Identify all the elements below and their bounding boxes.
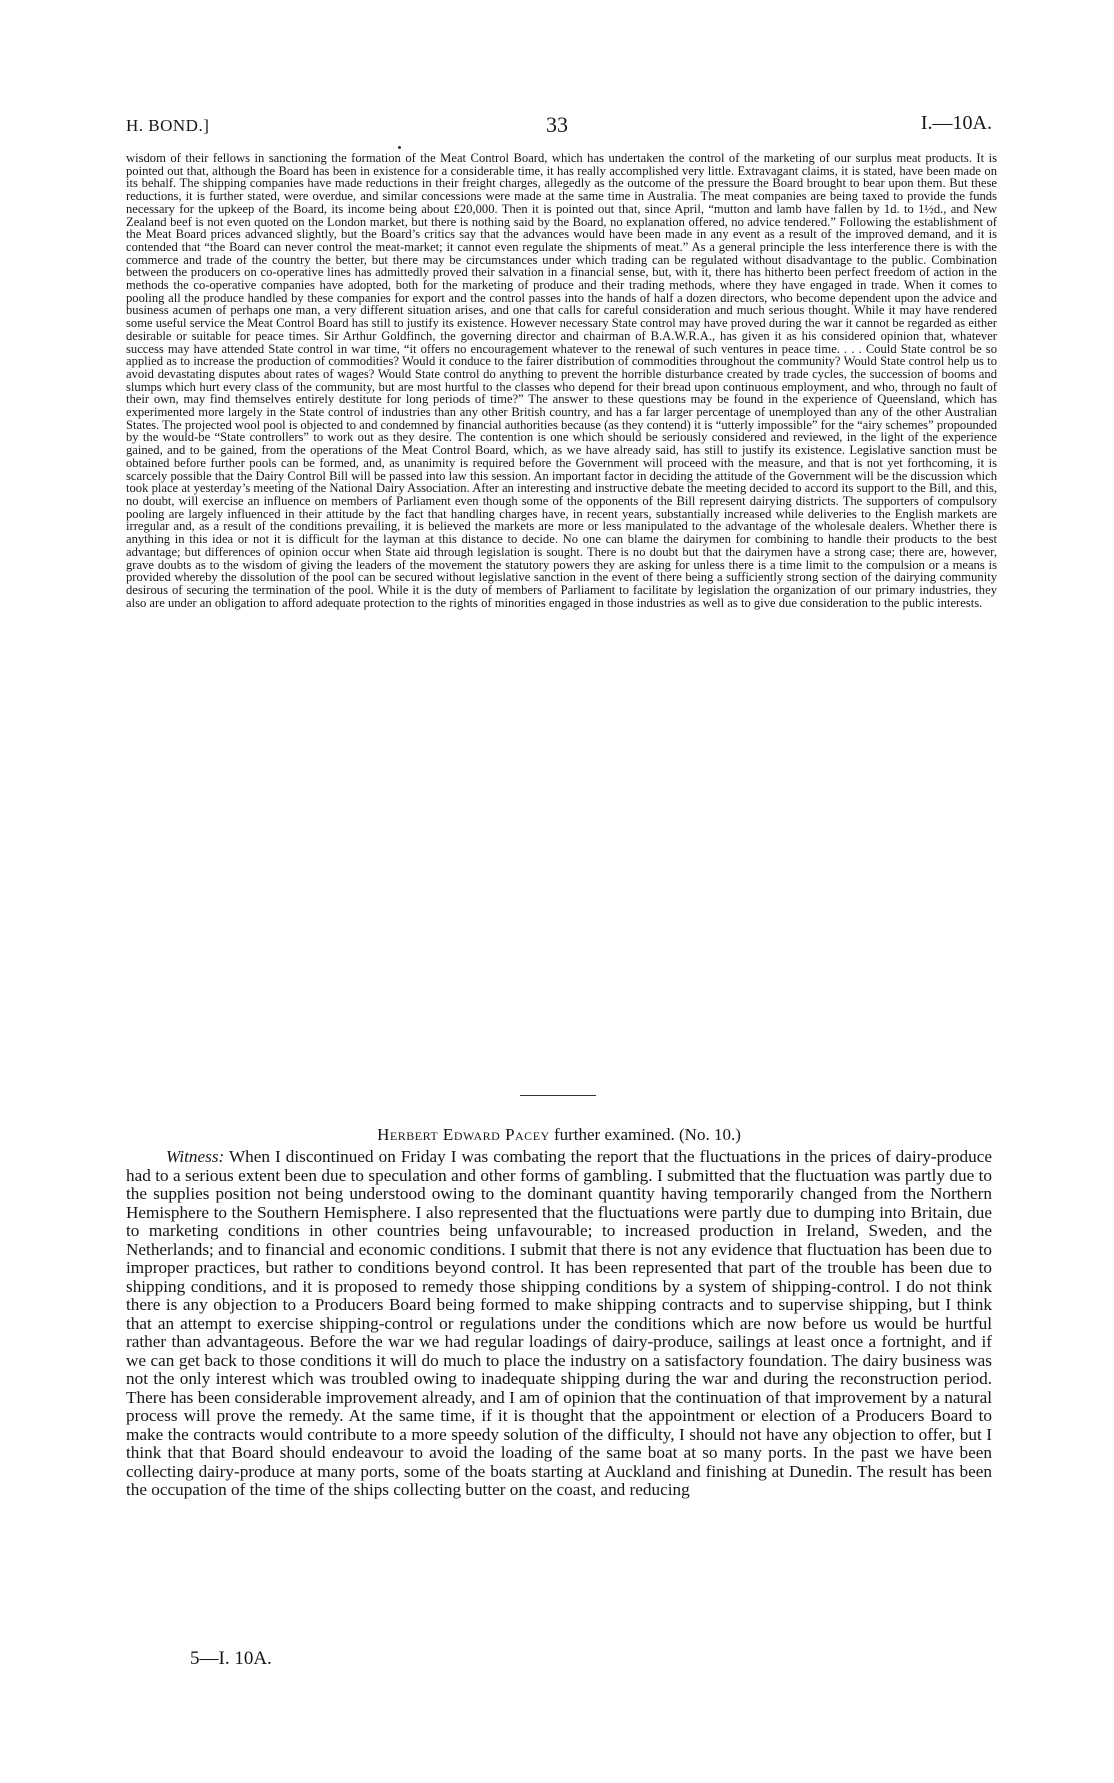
witness-testimony	[126, 1148, 992, 1500]
signature-mark: 5—I. 10A.	[190, 1648, 272, 1669]
printer-dot	[398, 146, 401, 149]
witness-label: Witness:	[166, 1147, 225, 1166]
article-paragraph: wisdom of their fellows in sanctioning the formation of the Meat Control Board, which has undertaken the control of the marketing of our surplus meat products. It is pointed out that, although the Board has been in existence for a considerable time, it has really accomplished very little. Extravagant claims, it is stated, have been made on its behalf. The shipping companies have made reductions in their freight charges, allegedly as the outcome of the pressure the Board brought to bear upon them. But these reductions, it is further stated, were overdue, and similar concessions were made at the same time in Australia. The meat companies are being taxed to provide the funds necessary for the upkeep of the Board, its income being about £20,000. Then it is pointed out that, since April, “mutton and lamb have fallen by 1d. to 1½d., and New Zealand beef is not even quoted on the London market, but there is nothing said by the Board, no explanation offered, no advice tendered.” Following the establishment of the Meat Board prices advanced slightly, but the Board’s critics say that the advances would have been made in any event as a result of the improved demand, and it is contended that “the Board can never control the meat-market; it cannot even regulate the shipments of meat.” As a general principle the less interference there is with the commerce and trade of the country the better, but there may be circumstances under which trading can be regulated without disadvantage to the public. Combination between the producers on co-operative lines has admittedly proved their salvation in a financial sense, but, with it, there has hitherto been perfect freedom of action in the methods the co-operative companies have adopted, both for the marketing of produce and their trading methods, where they have engaged in trade. When it comes to pooling all the produce handled by these companies for export and the control passes into the hands of half a dozen directors, who become dependent upon the advice and business acumen of perhaps one man, a very different situation arises, and one that calls for careful consideration and much serious thought. While it may have rendered some useful service the Meat Control Board has still to justify its existence. However necessary State control may have proved during the war it cannot be regarded as either desirable or suitable for peace times. Sir Arthur Goldfinch, the governing director and chairman of B.A.W.R.A., has given it as his considered opinion that, whatever success may have attended State control in war time, “it offers no encouragement whatever to the renewal of such ventures in peace time. . . . Could State control be so applied as to increase the production of commodities? Would it conduce to the fairer distribution of commodities throughout the community? Would State control help us to avoid devastating disputes about rates of wages? Would State control do anything to prevent the horrible disturbance created by trade cycles, the succession of booms and slumps which hurt every class of the community, but are most hurtful to the classes who depend for their bread upon continuous employment, and who, through no fault of their own, may find themselves entirely destitute for long periods of time?” The answer to these questions may be found in the experience of Queensland, which has experimented more largely in the State control of industries than any other British country, and has a far larger percentage of unemployed than any of the other Australian States. The projected wool pool is objected to and condemned by financial authorities because (as they contend) it is “utterly impossible” for the “airy schemes” propounded by the would-be “State controllers” to work out as they desire. The contention is one which should be seriously considered and reviewed, in the light of the experience gained, and to be gained, from the operations of the Meat Control Board, which, as we have already said, has still to justify its existence. Legislative sanction must be obtained before further pools can be formed, and, as unanimity is required before the Government will proceed with the measure, and that is not yet forthcoming, it is scarcely possible that the Dairy Control Bill will be passed into law this session. An important factor in deciding the attitude of the Government will be the discussion which took place at yesterday’s meeting of the National Dairy Association. After an interesting and instructive debate the meeting decided to accord its support to the Bill, and this, no doubt, will exercise an influence on members of Parliament even though some of the opponents of the Bill represent dairying districts. The supporters of compulsory pooling are largely influenced in their attitude by the fact that handling charges have, in recent years, substantially increased while deliveries to the English markets are irregular and, as a result of the conditions prevailing, it is believed the markets are more or less manipulated to the advantage of the wholesale dealers. Whether there is anything in this idea or not it is difficult for the layman at this distance to decide. No one can blame the dairymen for combining to handle their products to the best advantage; but differences of opinion occur when State aid through legislation is sought. There is no doubt but that the dairymen have a strong case; there are, however, grave doubts as to the wisdom of giving the leaders of the movement the statutory powers they are asking for unless there is a time limit to the compulsion or a means is provided whereby the dissolution of the pool can be secured without legislative sanction in the event of there being a sufficiently strong section of the dairying community desirous of securing the termination of the pool. While it is the duty of members of Parliament to facilitate by legislation the organization of our primary industries, they also are under an obligation to afford adequate protection to the rights of minorities engaged in those industries as well as to give due consideration to the public interests.	[126, 151, 997, 610]
document-reference: I.—10A.	[920, 112, 992, 134]
section-divider	[520, 1095, 596, 1096]
witness-name: Herbert Edward Pacey	[377, 1125, 550, 1144]
testimony-text: When I discontinued on Friday I was combating the report that the fluctuations in the prices of dairy-produce had to a serious extent been due to speculation and other forms of gambling. I submitted that the fluctuation was partly due to the supplies position not being understood owing to the dominant quantity having temporarily changed from the Northern Hemisphere to the Southern Hemisphere. I also represented that the fluctuations were partly due to dumping into Britain, due to marketing conditions in other countries being unfavourable; to increased production in Ireland, Sweden, and the Netherlands; and to financial and economic conditions. I submit that there is not any evidence that fluctuation has been due to improper practices, but rather to conditions beyond control. It has been represented that part of the trouble has been due to shipping conditions, and it is proposed to remedy those shipping conditions by a system of shipping-control. I do not think there is any objection to a Producers Board being formed to make shipping contracts and to supervise shipping, but I think that an attempt to exercise shipping-control or regulations under the conditions which are now before us would be hurtful rather than advantageous. Before the war we had regular loadings of dairy-produce, sailings at least once a fortnight, and if we can get back to those conditions it will do much to place the industry on a satisfactory foundation. The dairy business was not the only interest which was troubled owing to inadequate shipping during the war and during the reconstruction period. There has been considerable improvement already, and I am of opinion that the continuation of that improvement by a natural process will prove the remedy. At the same time, if it is thought that the appointment or election of a Producers Board to make the contracts would contribute to a more speedy solution of the difficulty, I should not have any objection to offer, but I think that that Board should endeavour to avoid the loading of the same boat at so many ports. In the past we have been collecting dairy-produce at many ports, some of the boats starting at Auckland and finishing at Dunedin. The result has been the occupation of the time of the ships collecting butter on the coast, and reducing	[126, 1147, 992, 1499]
testimony-paragraph	[126, 1148, 992, 1500]
header-witness-name: H. BOND.]	[126, 116, 210, 135]
page-number: 33	[546, 112, 568, 137]
quoted-article	[126, 152, 997, 609]
section-title	[126, 1125, 992, 1145]
page-header	[126, 112, 992, 152]
section-title-rest: further examined. (No. 10.)	[549, 1125, 741, 1144]
